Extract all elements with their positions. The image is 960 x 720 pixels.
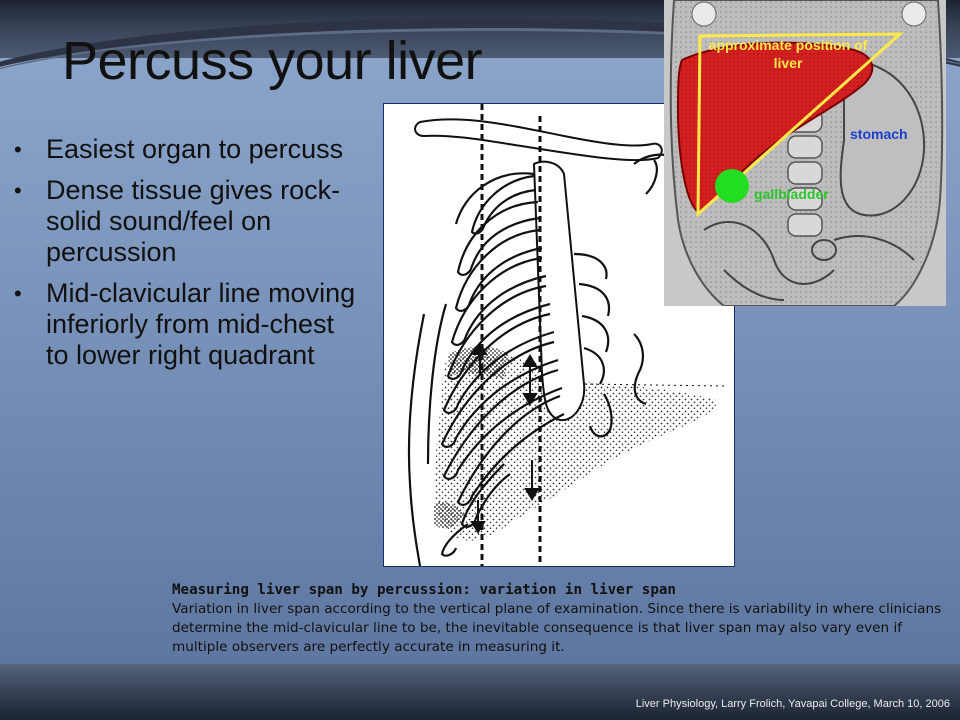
- bullet-item: [14, 278, 364, 371]
- bullet-item: [14, 175, 364, 268]
- bullet-text: Mid-clavicular line moving inferiorly from mid-chest to lower right quadrant: [46, 278, 356, 370]
- slide-footer: Liver Physiology, Larry Frolich, Yavapai College, March 10, 2006: [635, 698, 950, 710]
- inset-label-liver: approximate position of liver: [708, 37, 868, 71]
- inset-label-stomach: stomach: [850, 126, 908, 142]
- inset-label-gallbladder: gallbladder: [754, 186, 829, 202]
- caption-title: Measuring liver span by percussion: variation in liver span: [172, 582, 676, 598]
- slide-title: Percuss your liver: [62, 31, 483, 91]
- bullet-dot-icon: •: [14, 137, 22, 162]
- bullet-list: [14, 134, 364, 381]
- bullet-text: Dense tissue gives rock-solid sound/feel on percussion: [46, 175, 341, 267]
- caption-body: Variation in liver span according to the vertical plane of examination. Since there is variability in where clinicians determine the mid-clavicular line to be, the inevitable consequence is that liver span may also vary even if multiple observers are perfectly accurate in measuring it.: [172, 601, 942, 655]
- figure-caption: [172, 581, 958, 657]
- bottom-decor-band: [0, 664, 960, 720]
- bullet-text: Easiest organ to percuss: [46, 134, 344, 164]
- bullet-dot-icon: •: [14, 281, 22, 306]
- liver-position-inset-figure: [664, 0, 946, 306]
- bullet-dot-icon: •: [14, 178, 22, 203]
- bullet-item: [14, 134, 364, 165]
